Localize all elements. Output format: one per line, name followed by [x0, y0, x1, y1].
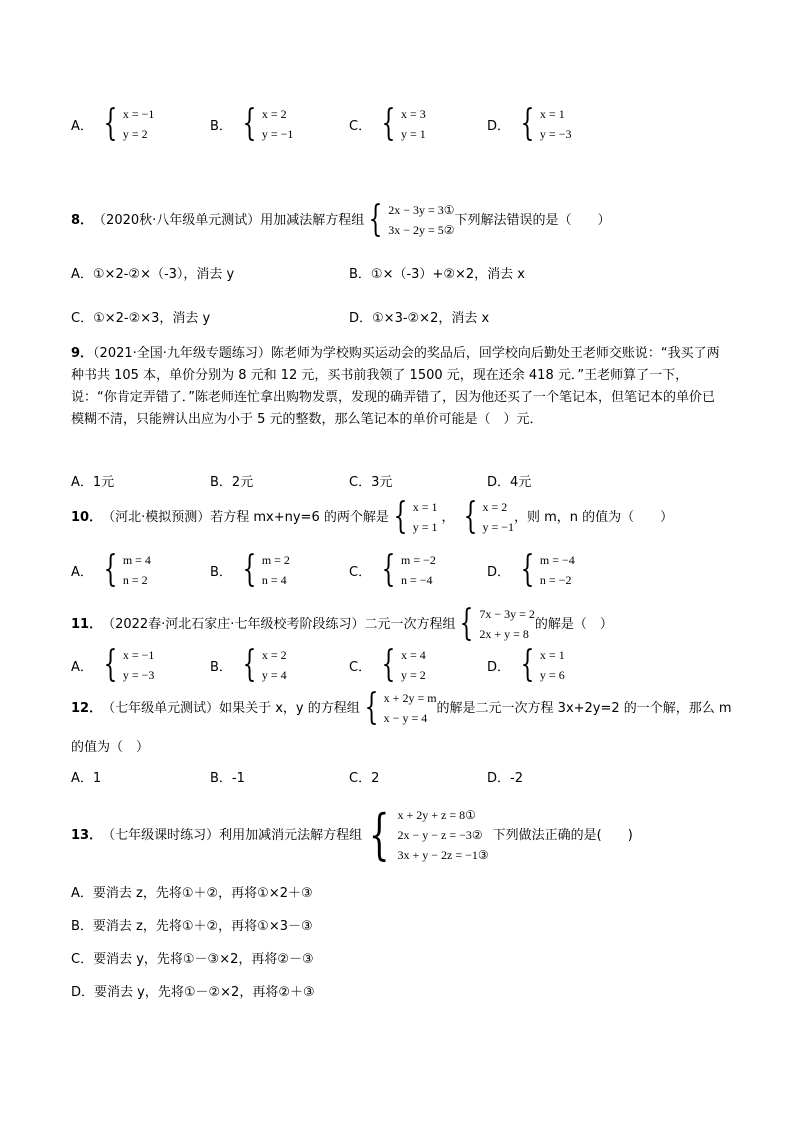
- q10-option-a[interactable]: A． { m = 4 n = 2: [71, 549, 151, 590]
- q7-option-a[interactable]: A． { x = −1 y = 2: [71, 103, 155, 144]
- q8-option-d[interactable]: D．①×3-②×2，消去 x: [349, 311, 490, 326]
- brace-icon: {: [242, 549, 257, 590]
- brace-icon: {: [463, 496, 477, 537]
- q8-option-a[interactable]: A．①×2-②×（-3），消去 y: [71, 267, 235, 282]
- q9-stem: 9．（2021·全国·九年级专题练习）陈老师为学校购买运动会的奖品后，回学校向后勤处王老师交账说：“我买了两种书共 105 本，单价分别为 8 元和 12 元，买书前我领了 1500 元，现在还余 418 元．”王老师算了一下，说：“你肯定弄错了．”陈老师连忙拿出购物发票，发现的确弄错了，因为他还买了一个笔记本，但笔记本的单价已模糊不清，只能辨认出应为小于 5 元的整数，那么笔记本的单价可能是（ ）元．: [71, 346, 720, 427]
- brace-icon: {: [103, 549, 118, 590]
- q10-option-b[interactable]: B． { m = 2 n = 4: [210, 549, 290, 590]
- q7-option-d[interactable]: D． { x = 1 y = −3: [487, 103, 572, 144]
- q12-option-a[interactable]: A．1: [71, 771, 102, 786]
- q13-option-d[interactable]: D．要消去 y，先将①－②×2，再将②＋③: [71, 985, 315, 1000]
- q13-option-a[interactable]: A．要消去 z，先将①＋②，再将①×2＋③: [71, 886, 313, 901]
- q9-option-c[interactable]: C．3元: [349, 475, 393, 490]
- brace-icon: {: [520, 103, 535, 144]
- q12-option-d[interactable]: D．-2: [487, 771, 523, 786]
- q10-stem: 10． （河北·模拟预测） 若方程 mx+ny=6 的两个解是 { x = 1 y = 1 ， { x = 2 y = −1 ，则 m，n 的值为（ ）: [71, 496, 674, 537]
- option-label: A．: [71, 118, 93, 134]
- brace-icon: {: [393, 496, 408, 537]
- q8-stem: 8． （2020秋·八年级单元测试） 用加减法解方程组 { 2x − 3y = 3① 3x − 2y = 5② 下列解法错误的是（ ）: [71, 199, 611, 240]
- brace-icon: {: [381, 103, 396, 144]
- brace-icon: {: [103, 103, 118, 144]
- q11-option-d[interactable]: D． { x = 1 y = 6: [487, 644, 565, 685]
- q10-option-d[interactable]: D． { m = −4 n = −2: [487, 549, 575, 590]
- q12-option-c[interactable]: C．2: [349, 771, 380, 786]
- q9-option-a[interactable]: A．1元: [71, 475, 115, 490]
- q11-option-a[interactable]: A． { x = −1 y = −3: [71, 644, 155, 685]
- q13-option-b[interactable]: B．要消去 z，先将①＋②，再将①×3－③: [71, 919, 313, 934]
- q12-option-b[interactable]: B．-1: [210, 771, 245, 786]
- q9-option-d[interactable]: D．4元: [487, 475, 532, 490]
- q7-option-c[interactable]: C． { x = 3 y = 1: [349, 103, 426, 144]
- brace-icon: {: [242, 103, 257, 144]
- brace-icon: {: [460, 603, 474, 644]
- brace-icon: {: [368, 803, 390, 866]
- option-label: B．: [210, 118, 232, 134]
- brace-icon: {: [103, 644, 118, 685]
- q11-option-b[interactable]: B． { x = 2 y = 4: [210, 644, 287, 685]
- brace-icon: {: [381, 549, 396, 590]
- q7-option-b[interactable]: B． { x = 2 y = −1: [210, 103, 294, 144]
- q11-option-c[interactable]: C． { x = 4 y = 2: [349, 644, 426, 685]
- brace-icon: {: [520, 549, 535, 590]
- brace-icon: {: [520, 644, 535, 685]
- brace-icon: {: [381, 644, 396, 685]
- q12-stem: 12． （七年级单元测试） 如果关于 x，y 的方程组 { x + 2y = m x − y = 4 的解是二元一次方程 3x+2y=2 的一个解，那么 m: [71, 687, 732, 728]
- q11-stem: 11． （2022春·河北石家庄·七年级校考阶段练习） 二元一次方程组 { 7x − 3y = 2 2x + y = 8 的解是（ ）: [71, 603, 613, 644]
- q13-option-c[interactable]: C．要消去 y，先将①－③×2，再将②－③: [71, 952, 314, 967]
- option-label: D．: [487, 118, 511, 134]
- brace-icon: {: [368, 199, 383, 240]
- q12-stem-line2: 的值为（ ）: [71, 740, 150, 755]
- brace-icon: {: [242, 644, 257, 685]
- q9-option-b[interactable]: B．2元: [210, 475, 254, 490]
- q8-option-c[interactable]: C．①×2-②×3，消去 y: [71, 311, 211, 326]
- q8-option-b[interactable]: B．①×（-3）+②×2，消去 x: [349, 267, 525, 282]
- option-label: C．: [349, 118, 372, 134]
- brace-icon: {: [364, 687, 379, 728]
- q13-stem: 13． （七年级课时练习） 利用加减消元法解方程组 { x + 2y + z = 8① 2x − y − z = −3② 3x + y − 2z = −1③ 下列做法正确的是( ): [71, 803, 633, 866]
- q10-option-c[interactable]: C． { m = −2 n = −4: [349, 549, 436, 590]
